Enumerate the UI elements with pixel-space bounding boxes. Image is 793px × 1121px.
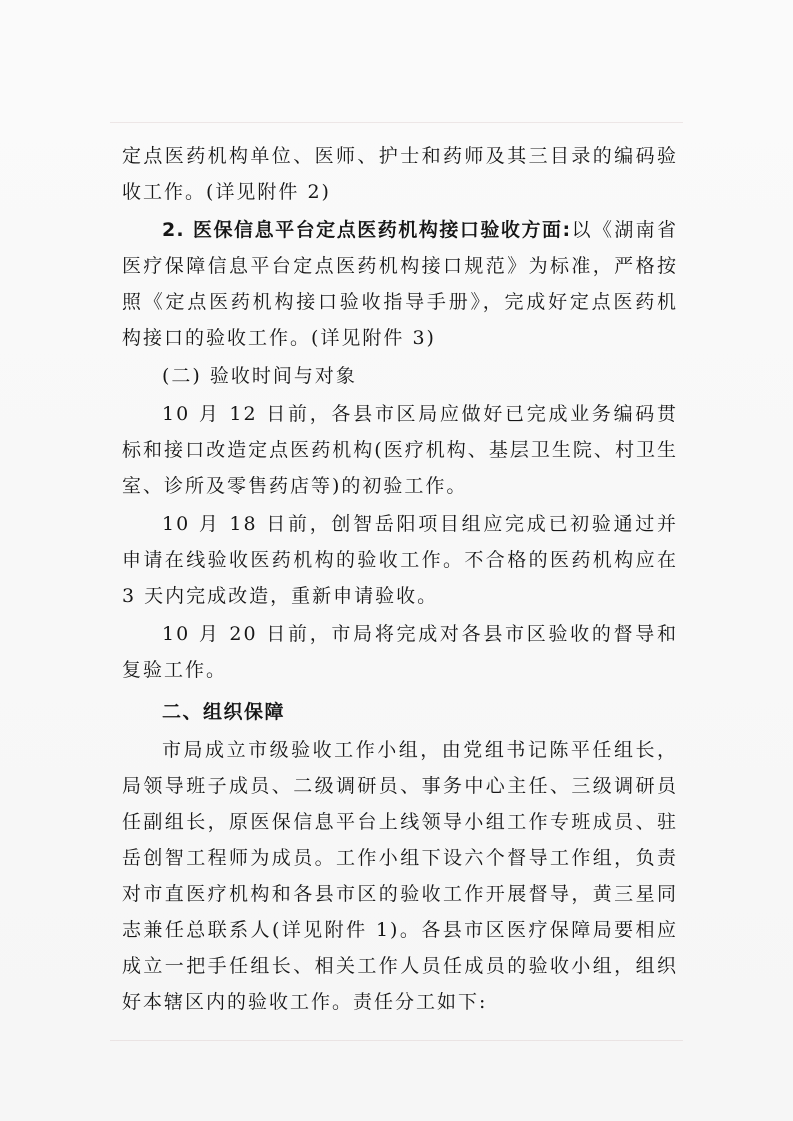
paragraph-continuation: 定点医药机构单位、医师、护士和药师及其三目录的编码验收工作。(详见附件 2)	[122, 145, 678, 203]
bleed-through-line	[110, 1040, 683, 1041]
document-body	[122, 138, 678, 1020]
paragraph-body: 以《湖南省医疗保障信息平台定点医药机构接口规范》为标准，严格按照《定点医药机构接口验收指导手册》，完成好定点医药机构接口的验收工作。(详见附件 3)	[122, 219, 678, 349]
paragraph-interface-acceptance	[122, 212, 678, 356]
paragraph-organization: 市局成立市级验收工作小组，由党组书记陈平任组长，局领导班子成员、二级调研员、事务中心主任、三级调研员任副组长，原医保信息平台上线领导小组工作专班成员、驻岳创智工程师为成员。工作小组下设六个督导工作组，负责对市直医疗机构和各县市区的验收工作开展督导，黄三星同志兼任总联系人(详见附件 1)。各县市区医疗保障局要相应成立一把手任组长、相关工作人员任成员的验收小组，组织好本辖区内的验收工作。责任分工如下:	[122, 739, 678, 1013]
paragraph-oct20: 10 月 20 日前，市局将完成对各县市区验收的督导和复验工作。	[122, 623, 678, 681]
section-heading: 二、组织保障	[162, 701, 286, 723]
paragraph-oct18: 10 月 18 日前，创智岳阳项目组应完成已初验通过并申请在线验收医药机构的验收工作。不合格的医药机构应在 3 天内完成改造，重新申请验收。	[122, 513, 678, 607]
bleed-through-line	[110, 122, 683, 123]
paragraph-oct12: 10 月 12 日前，各县市区局应做好已完成业务编码贯标和接口改造定点医药机构(医疗机构、基层卫生院、村卫生室、诊所及零售药店等)的初验工作。	[122, 403, 678, 497]
paragraph-lead-bold: 2. 医保信息平台定点医药机构接口验收方面:	[162, 219, 572, 241]
section-subheading: (二) 验收时间与对象	[162, 365, 357, 387]
